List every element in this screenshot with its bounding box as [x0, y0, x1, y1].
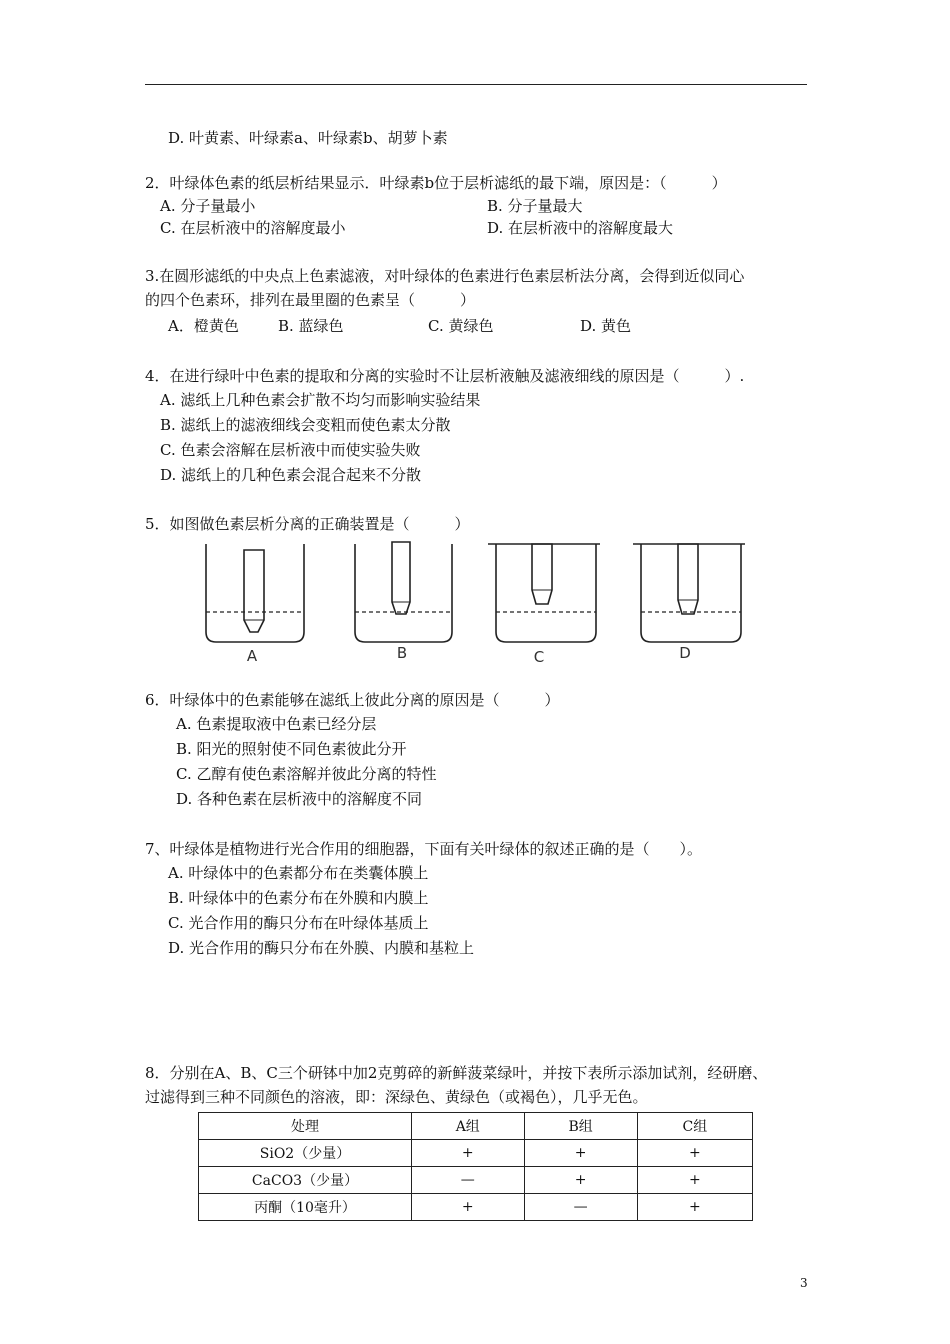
- q3-stem-line2: 的四个色素环，排列在最里圈的色素呈（ ）: [145, 291, 476, 309]
- q3-option-a: A．橙黄色: [168, 317, 239, 335]
- q6-option-b: B. 阳光的照射使不同色素彼此分开: [176, 740, 407, 758]
- q4-option-c: C. 色素会溶解在层析液中而使实验失败: [160, 441, 421, 459]
- reagent-table: [198, 1112, 753, 1221]
- table-cell: CaCO3（少量）: [199, 1167, 412, 1194]
- q4-option-a: A. 滤纸上几种色素会扩散不均匀而影响实验结果: [160, 391, 481, 409]
- table-header: C组: [637, 1113, 752, 1140]
- q6-option-a: A. 色素提取液中色素已经分层: [176, 715, 377, 733]
- q2-option-b: B. 分子量最大: [487, 197, 583, 215]
- figure-label-d: D: [679, 644, 691, 662]
- q4-option-d: D. 滤纸上的几种色素会混合起来不分散: [160, 466, 422, 484]
- q8-stem-line2: 过滤得到三种不同颜色的溶液，即：深绿色、黄绿色（或褐色），几乎无色。: [145, 1088, 648, 1106]
- header-rule: [145, 84, 807, 85]
- beaker-d: [633, 544, 745, 642]
- table-header-row: [199, 1113, 753, 1140]
- table-row: [199, 1194, 753, 1221]
- table-cell: SiO2（少量）: [199, 1140, 412, 1167]
- table-header: A组: [412, 1113, 525, 1140]
- table-cell: +: [412, 1140, 525, 1167]
- q7-option-c: C. 光合作用的酶只分布在叶绿体基质上: [168, 914, 429, 932]
- page-number: 3: [800, 1276, 808, 1290]
- q7-option-a: A. 叶绿体中的色素都分布在类囊体膜上: [168, 864, 429, 882]
- q8-stem-line1: 8．分别在A、B、C三个研钵中加2克剪碎的新鲜菠菜绿叶，并按下表所示添加试剂，经研磨、: [145, 1064, 768, 1082]
- q7-option-b: B. 叶绿体中的色素分布在外膜和内膜上: [168, 889, 429, 907]
- table-cell: +: [524, 1140, 637, 1167]
- q2-option-a: A. 分子量最小: [160, 197, 256, 215]
- table-cell: 丙酮（10毫升）: [199, 1194, 412, 1221]
- q6-option-c: C. 乙醇有使色素溶解并彼此分离的特性: [176, 765, 437, 783]
- table-cell: +: [637, 1167, 752, 1194]
- q6-stem: 6．叶绿体中的色素能够在滤纸上彼此分离的原因是（ ）: [145, 691, 560, 709]
- table-cell: +: [637, 1194, 752, 1221]
- q3-option-d: D. 黄色: [580, 317, 632, 335]
- q4-stem: 4．在进行绿叶中色素的提取和分离的实验时不让层析液触及滤液细线的原因是（ ）.: [145, 367, 745, 385]
- table-cell: +: [412, 1194, 525, 1221]
- figure-label-a: A: [246, 647, 258, 665]
- q3-option-b: B. 蓝绿色: [278, 317, 344, 335]
- q5-stem: 5．如图做色素层析分离的正确装置是（ ）: [145, 515, 470, 533]
- beaker-a: [206, 544, 304, 642]
- q2-option-c: C. 在层析液中的溶解度最小: [160, 219, 346, 237]
- table-cell: —: [412, 1167, 525, 1194]
- table-cell: +: [524, 1167, 637, 1194]
- beaker-b: [355, 542, 452, 642]
- q5-apparatus-figure: [190, 536, 760, 666]
- table-cell: —: [524, 1194, 637, 1221]
- q7-stem: 7、叶绿体是植物进行光合作用的细胞器，下面有关叶绿体的叙述正确的是（ ）。: [145, 840, 703, 858]
- q2-option-d: D. 在层析液中的溶解度最大: [487, 219, 674, 237]
- table-row: [199, 1140, 753, 1167]
- table-row: [199, 1167, 753, 1194]
- q1-option-d: D. 叶黄素、叶绿素a、叶绿素b、胡萝卜素: [168, 129, 448, 147]
- q6-option-d: D. 各种色素在层析液中的溶解度不同: [176, 790, 423, 808]
- beaker-c: [488, 544, 600, 642]
- q4-option-b: B. 滤纸上的滤液细线会变粗而使色素太分散: [160, 416, 451, 434]
- q3-option-c: C. 黄绿色: [428, 317, 494, 335]
- q3-stem-line1: 3.在圆形滤纸的中央点上色素滤液，对叶绿体的色素进行色素层析法分离，会得到近似同心: [145, 267, 745, 285]
- table-cell: +: [637, 1140, 752, 1167]
- q2-stem: 2．叶绿体色素的纸层析结果显示．叶绿素b位于层析滤纸的最下端，原因是：（ ）: [145, 174, 727, 192]
- figure-label-b: B: [396, 644, 408, 662]
- q7-option-d: D. 光合作用的酶只分布在外膜、内膜和基粒上: [168, 939, 475, 957]
- table-header: B组: [524, 1113, 637, 1140]
- table-header: 处理: [199, 1113, 412, 1140]
- figure-label-c: C: [533, 648, 545, 666]
